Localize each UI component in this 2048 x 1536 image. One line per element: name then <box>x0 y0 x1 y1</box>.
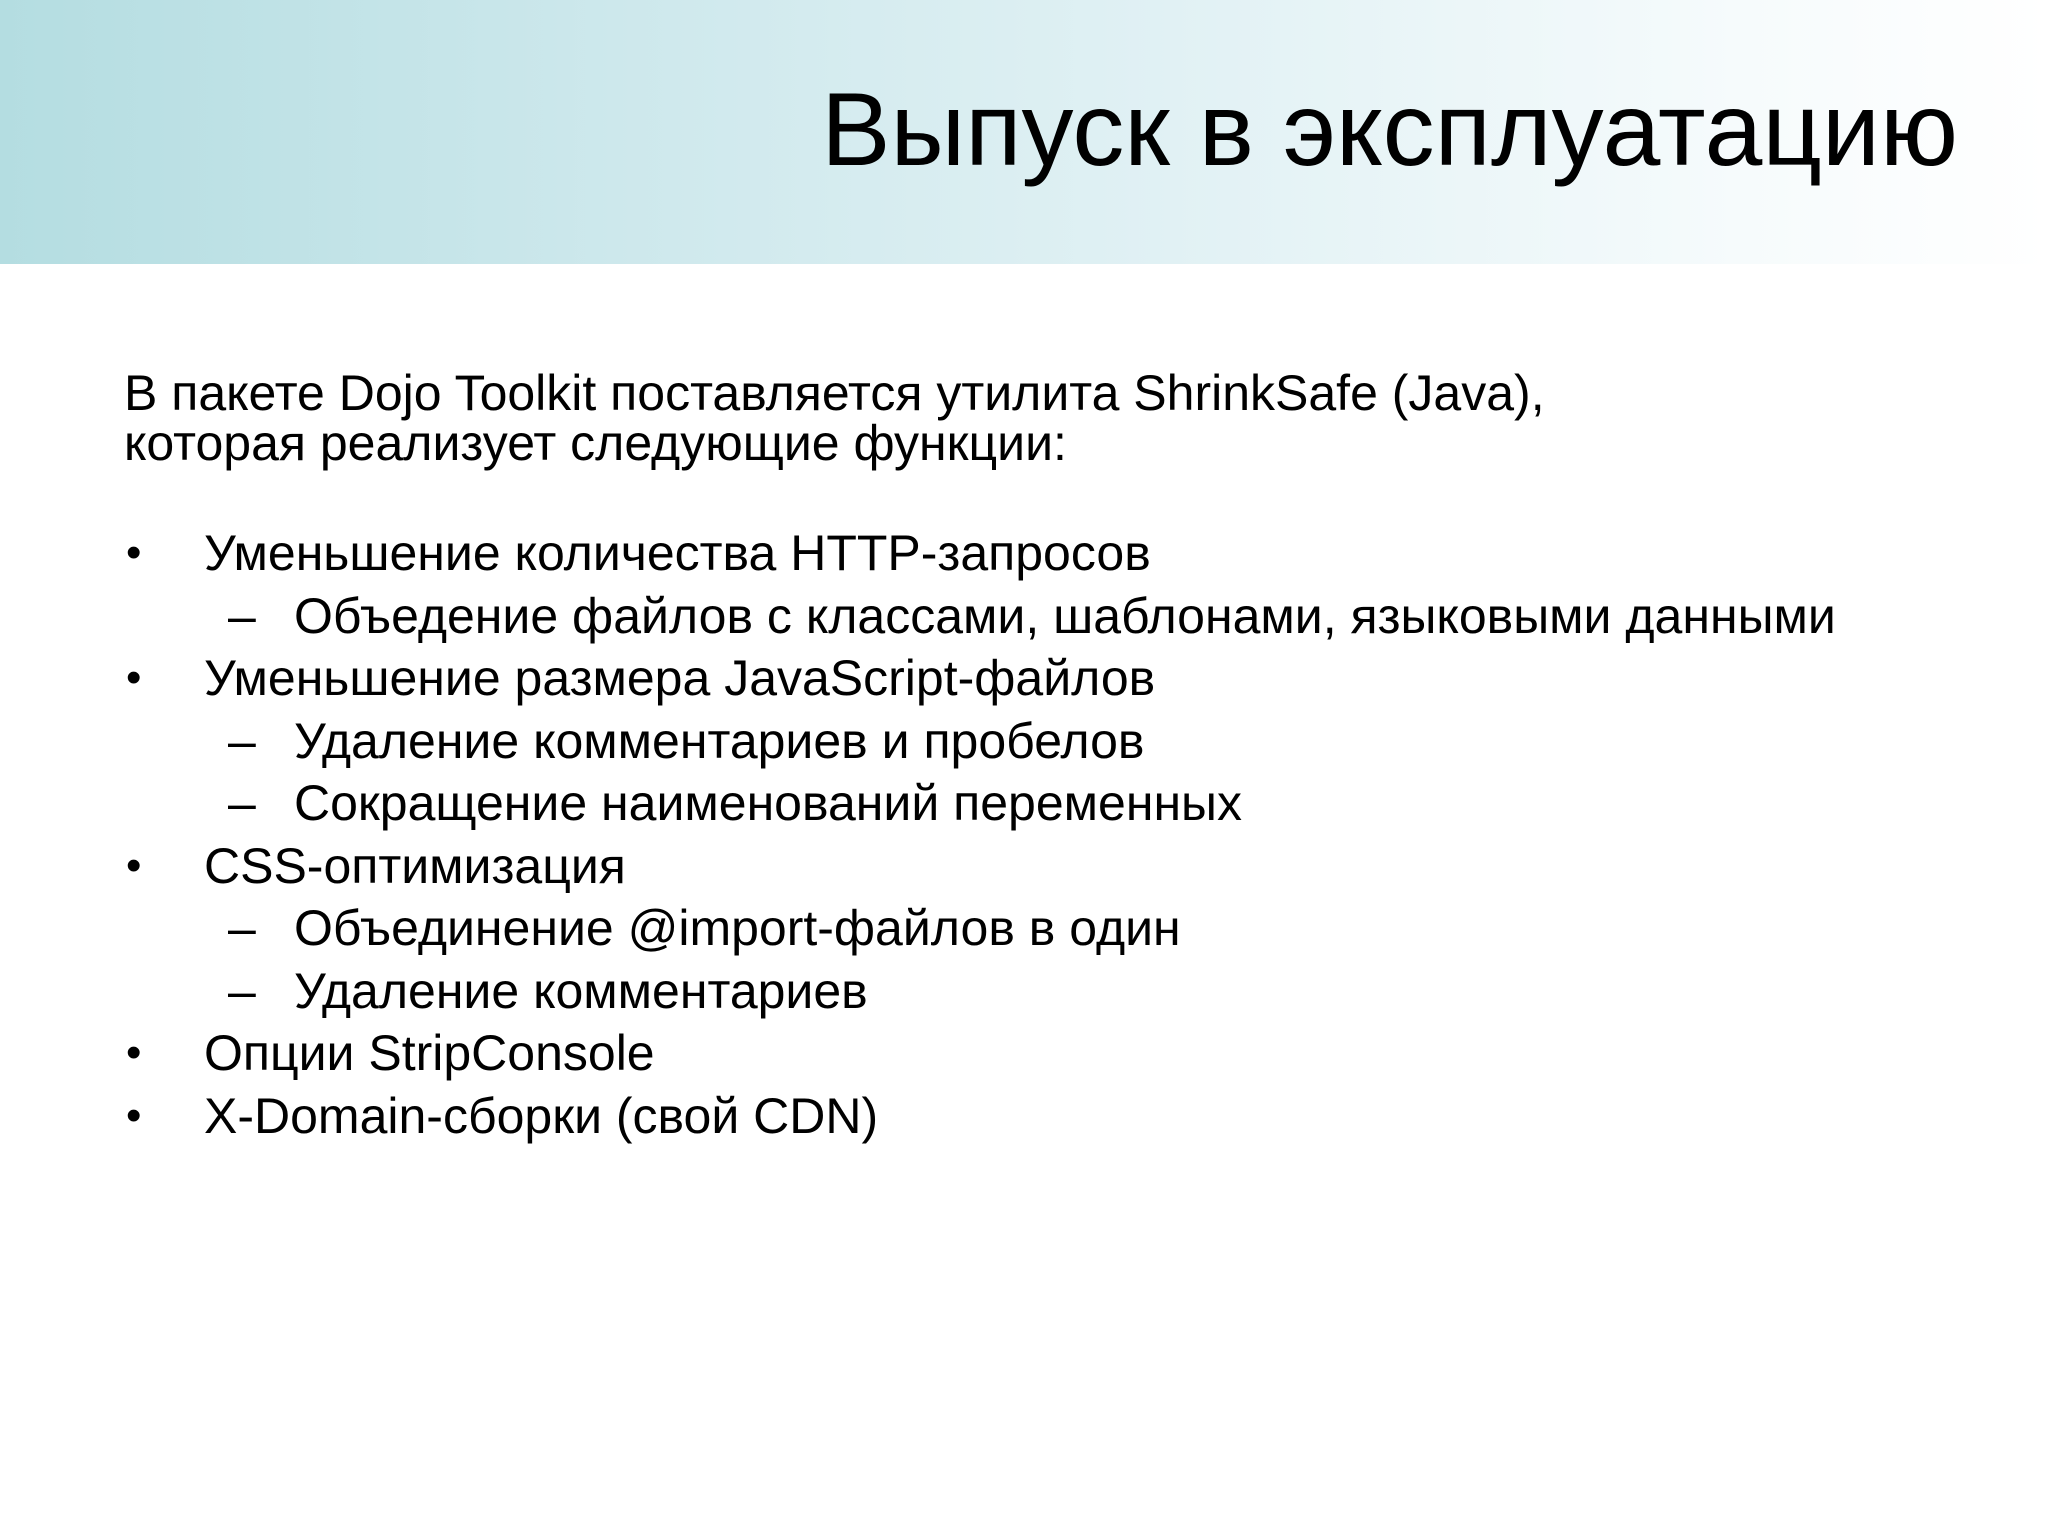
list-subitem-text: Объедение файлов с классами, шаблонами, языковыми данными <box>294 587 1836 644</box>
list-subitem <box>124 960 1984 1023</box>
list-item <box>124 522 1984 585</box>
intro-line: которая реализует следующие функции: <box>124 415 1067 471</box>
list-subitem <box>124 772 1984 835</box>
list-item <box>124 1022 1984 1085</box>
dash-marker: – <box>228 712 256 769</box>
list-subitem <box>124 897 1984 960</box>
list-item-text: Уменьшение размера JavaScript-файлов <box>204 650 1156 706</box>
list-subitem <box>124 710 1984 773</box>
slide-title: Выпуск в эксплуатацию <box>821 72 1958 188</box>
list-subitem <box>124 585 1984 648</box>
bullet-marker: • <box>126 653 142 702</box>
list-subitem-text: Сокращение наименований переменных <box>294 775 1242 831</box>
list-item-text: Опции StripConsole <box>204 1025 655 1081</box>
bullet-marker: • <box>126 1090 142 1140</box>
intro-text <box>124 365 1944 471</box>
intro-line: В пакете Dojo Toolkit поставляется утилита ShrinkSafe (Java), <box>124 365 1545 421</box>
list-item <box>124 835 1984 898</box>
list-subitem-text: Удаление комментариев <box>294 962 868 1019</box>
list-item <box>124 1085 1984 1148</box>
list-item-text: X-Domain-сборки (свой CDN) <box>204 1087 879 1144</box>
list-subitem-text: Удаление комментариев и пробелов <box>294 712 1145 769</box>
dash-marker: – <box>228 775 256 831</box>
list-item-text: Уменьшение количества HTTP-запросов <box>204 525 1151 581</box>
bullet-list <box>124 522 1984 1147</box>
list-subitem-text: Объединение @import-файлов в один <box>294 900 1181 956</box>
dash-marker: – <box>228 900 256 956</box>
dash-marker: – <box>228 962 256 1019</box>
bullet-marker: • <box>126 840 142 890</box>
dash-marker: – <box>228 587 256 644</box>
list-item <box>124 647 1984 710</box>
bullet-marker: • <box>126 1028 142 1077</box>
bullet-marker: • <box>126 528 142 577</box>
list-item-text: CSS-оптимизация <box>204 837 626 894</box>
